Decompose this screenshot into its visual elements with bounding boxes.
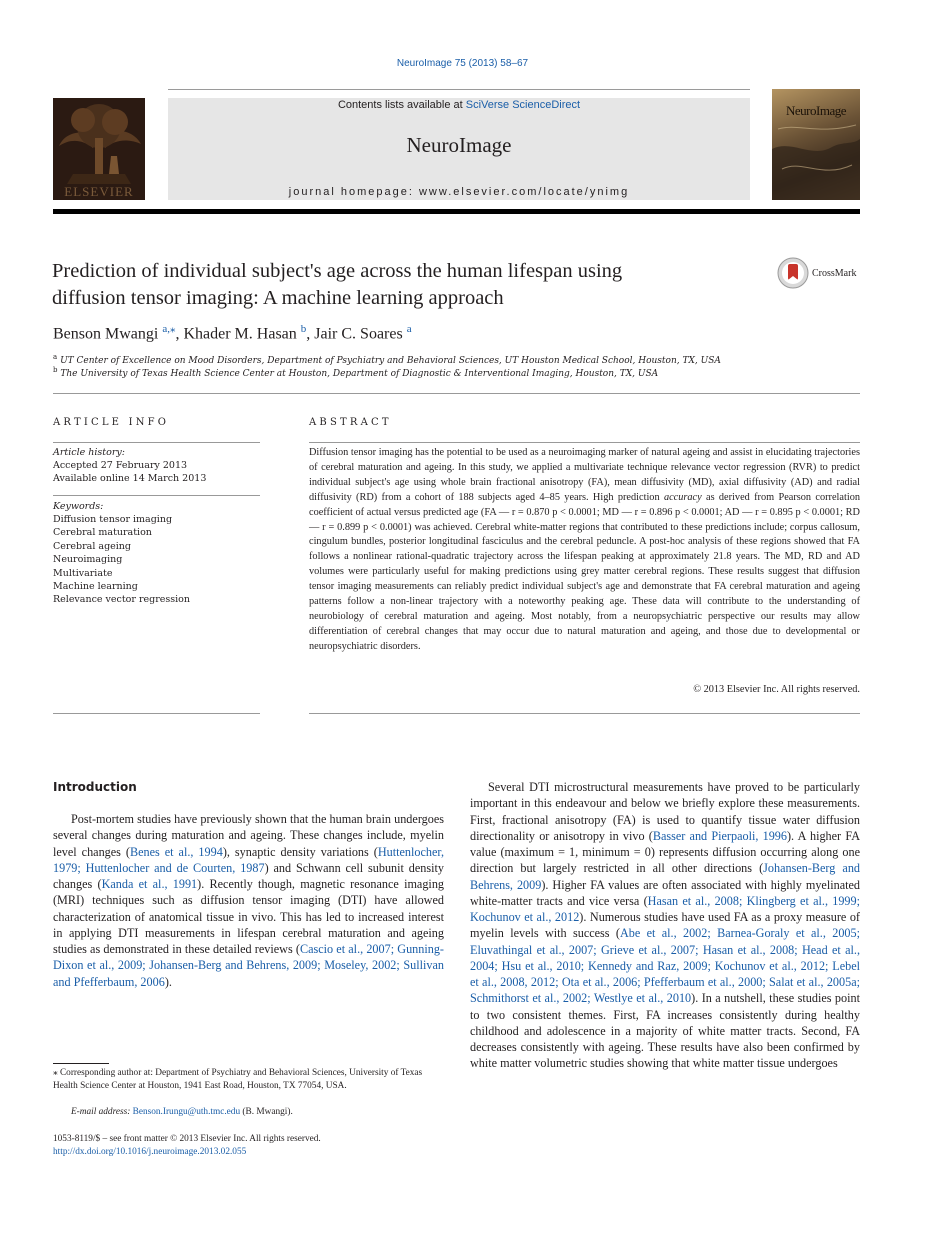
abstract-text [309,446,860,655]
body-text: ). Recently though, magnetic resonance imaging (MRI) techniques such as diffusion tensor imaging (DTI) have allowed characterization of anatomical tissue in vivo. This has led to increased interest in applying DTI measurements in lifespan cerebral maturation and ageing studies as demonstrated in these detailed reviews ( [53,877,445,956]
keyword-item: Machine learning [53,581,138,593]
keywords-list [53,513,190,607]
author-separator: , [306,325,315,343]
body-text: ) and Schwann cell subunit density changes ( [53,860,444,891]
author-name[interactable]: Khader M. Hasan [183,325,297,343]
elsevier-logo[interactable] [53,98,145,200]
citation-link[interactable]: Cascio et al., 2007; Gunning-Dixon et al., 2009; Johansen-Berg and Behrens, 2009; Moseley, 2002; Sullivan and Pfefferbaum, 2006 [53,942,444,989]
elsevier-wordmark: ELSEVIER [64,184,134,199]
author-name[interactable]: Benson Mwangi [53,325,159,343]
body-text: ). [164,974,172,989]
article-info-bottom-rule [53,713,260,714]
affiliation-rule [53,393,860,394]
keyword-item: Multivariate [53,567,113,579]
abstract-rule [309,442,860,443]
accepted-date: Accepted 27 February 2013 [53,460,188,471]
keyword-item: Neuroimaging [53,554,123,566]
paper-title-line-2: diffusion tensor imaging: A machine learning approach [52,287,504,309]
header-top-rule [168,89,750,90]
introduction-left-paragraph [53,811,444,990]
affiliation-b [53,366,658,379]
paper-title [52,258,752,312]
author-separator: , [175,325,184,343]
doi-link[interactable]: http://dx.doi.org/10.1016/j.neuroimage.2013.02.055 [53,1147,247,1157]
contents-prefix: Contents lists available at [337,99,466,111]
citation-link[interactable]: Kanda et al., 1991 [101,877,198,891]
article-info-heading: ARTICLE INFO [53,417,170,428]
email-suffix: (B. Mwangi). [240,1107,293,1117]
journal-name: NeuroImage [406,133,512,157]
author-affiliation-mark[interactable]: b [300,323,307,335]
citation-link[interactable]: Basser and Pierpaoli, 1996 [652,828,787,843]
journal-citation-link[interactable]: NeuroImage 75 (2013) 58–67 [396,58,529,69]
body-text: ), synaptic density variations ( [222,844,378,859]
abstract-bottom-rule [309,713,860,714]
citation-link[interactable]: Johansen-Berg and Behrens, 2009 [470,861,861,892]
keyword-item: Diffusion tensor imaging [53,514,173,525]
contents-line [168,99,750,111]
citation-link[interactable]: Benes et al., 1994 [129,844,223,859]
abstract-italic-word: accuracy [663,491,702,503]
abstract-copyright: © 2013 Elsevier Inc. All rights reserved. [693,684,860,695]
author-affiliation-mark[interactable]: a [406,323,412,335]
abstract-heading: ABSTRACT [309,417,392,428]
body-text: ). Higher FA values are often associated with highly myelinated white-matter tracts and vice versa ( [470,877,860,908]
crossmark-label: CrossMark [812,268,857,279]
corresponding-author-footnote: ⁎ Corresponding author at: Department of Psychiatry and Behavioral Sciences, University of Texas Health Science Center at Houston, 1941 East Road, Houston, TX 77054, USA. [53,1068,423,1091]
issn-line: 1053-8119/$ – see front matter © 2013 Elsevier Inc. All rights reserved. [53,1134,321,1144]
cover-title: NeuroImage [786,103,846,118]
article-history-label: Article history: [53,447,125,458]
citation-link[interactable]: Hasan et al., 2008; Klingberg et al., 1999; Kochunov et al., 2012 [470,893,861,924]
affiliation-a [53,353,721,366]
author-name[interactable]: Jair C. Soares [314,325,403,343]
email-footnote [71,1107,293,1117]
crossmark-icon [777,256,809,290]
footnote-rule [53,1063,109,1064]
affiliation-text: UT Center of Excellence on Mood Disorders, Department of Psychiatry and Behavioral Sciences, UT Houston Medical School, Houston, TX, USA [60,356,721,366]
sciencedirect-link[interactable]: SciVerse ScienceDirect [465,99,581,111]
body-text: ). A higher FA value (maximum = 1, minimum = 0) represents diffusion occurring along one direction but largely restricted in all other directions ( [470,828,861,876]
keyword-item: Cerebral ageing [53,540,132,552]
email-link[interactable]: Benson.Irungu@uth.tmc.edu [132,1107,241,1117]
online-date: Available online 14 March 2013 [53,473,207,484]
abstract-part-1: Diffusion tensor imaging has the potential to be used as a neuroimaging marker of natural ageing and assist in elucidating trajectories of cerebral maturation and ageing. In this study, we applied a multivariate technique relevance vector regression (RVR) to predict individual subject's age using whole brain fractional anisotropy (FA), mean diffusivity (MD), axial diffusivity (AD) and radial diffusivity (RD) from a cohort of 188 subjects aged 4–85 years. High prediction [309,447,860,503]
paper-title-line-1: Prediction of individual subject's age across the human lifespan using [52,260,623,282]
body-text: Post-mortem studies have previously shown that the human brain undergoes several changes during maturation and ageing. These changes include, myelin level changes ( [53,812,444,859]
body-text: ). Numerous studies have used FA as a proxy measure of myelin levels with success ( [470,910,860,941]
header-thick-rule [53,209,860,214]
article-info-rule [53,442,260,443]
keyword-item: Relevance vector regression [53,594,190,606]
affiliation-mark: a [53,353,58,361]
crossmark-button[interactable] [777,256,861,290]
citation-link[interactable]: Abe et al., 2002; Barnea-Goraly et al., 2005; Eluvathingal et al., 2007; Grieve et al., 2007; Hasan et al., 2008; Head et al., 2004; Hsu et al., 2010; Kennedy and Raz, 2009; Kochunov et al., 2012; Lebel et al., 2008, 2012; Ota et al., 2006; Pfefferbaum et al., 2000; Salat et al., 2005a; Schmithorst et al., 2002; Westlye et al., 2010 [470,926,860,1006]
affiliation-mark: b [53,366,58,374]
body-text: ). In a nutshell, these studies point to two consistent themes. First, FA increases consistently during healthy childhood and adolescence in a majority of white matter tracts. Second, FA decreases consistently with ageing. These results have also been confirmed by white matter volumetric studies showing that white matter tissue undergoes [470,991,860,1071]
affiliation-text: The University of Texas Health Science Center at Houston, Department of Diagnostic & Interventional Imaging, Houston, TX, USA [60,369,659,379]
journal-homepage-link[interactable]: journal homepage: www.elsevier.com/locate/ynimg [288,186,630,198]
email-label: E-mail address: [71,1107,133,1117]
keywords-rule [53,495,260,496]
keywords-label: Keywords: [53,501,104,512]
keyword-item: Cerebral maturation [53,527,152,539]
body-text: Several DTI microstructural measurements have proved to be particularly important in this endeavour and below we briefly explore these measurements. First, fractional anisotropy (FA) is used to quantify tissue water diffusion directionality or anisotropy in vivo ( [470,780,860,843]
author-affiliation-mark[interactable]: a,⁎ [162,323,176,335]
author-list [53,322,412,343]
introduction-right-paragraph [470,779,860,1072]
abstract-part-2: as derived from Pearson correlation coefficient of actual versus predicted age (FA — r = 0.870 p < 0.0001; MD — r = 0.896 p < 0.0001; AD — r = 0.895 p < 0.0001; RD — r = 0.899 p < 0.0001) was achieved. Cerebral white-matter regions that contributed to these predictions include; corpus callosum, cingulum bundles, posterior longitudinal fasciculus and the cerebral peduncle. A post-hoc analysis of these regions showed that FA follows a nonlinear rational-quadratic trajectory across the lifespan peaking at approximately 21.8 years. The MD, RD and AD volumes were particularly useful for making predictions using grey matter cerebral regions. These results suggest that diffusion tensor imaging measurements can reliably predict individual subject's age and demonstrate that FA cerebral maturation and ageing patterns follow a non-linear trajectory with a noteworthy peaking age. These data will contribute to the understanding of neurobiology of cerebral maturation and ageing. Most notably, from a neuropsychiatric perspective our results may allow differentiation of cerebral changes that may occur due to natural maturation and ageing, and those due to developmental or neuropsychiatric disorders. [309,491,860,652]
citation-link[interactable]: Huttenlocher, 1979; Huttenlocher and de Courten, 1987 [53,844,445,875]
journal-cover-image[interactable] [772,89,860,200]
introduction-heading: Introduction [53,780,137,794]
